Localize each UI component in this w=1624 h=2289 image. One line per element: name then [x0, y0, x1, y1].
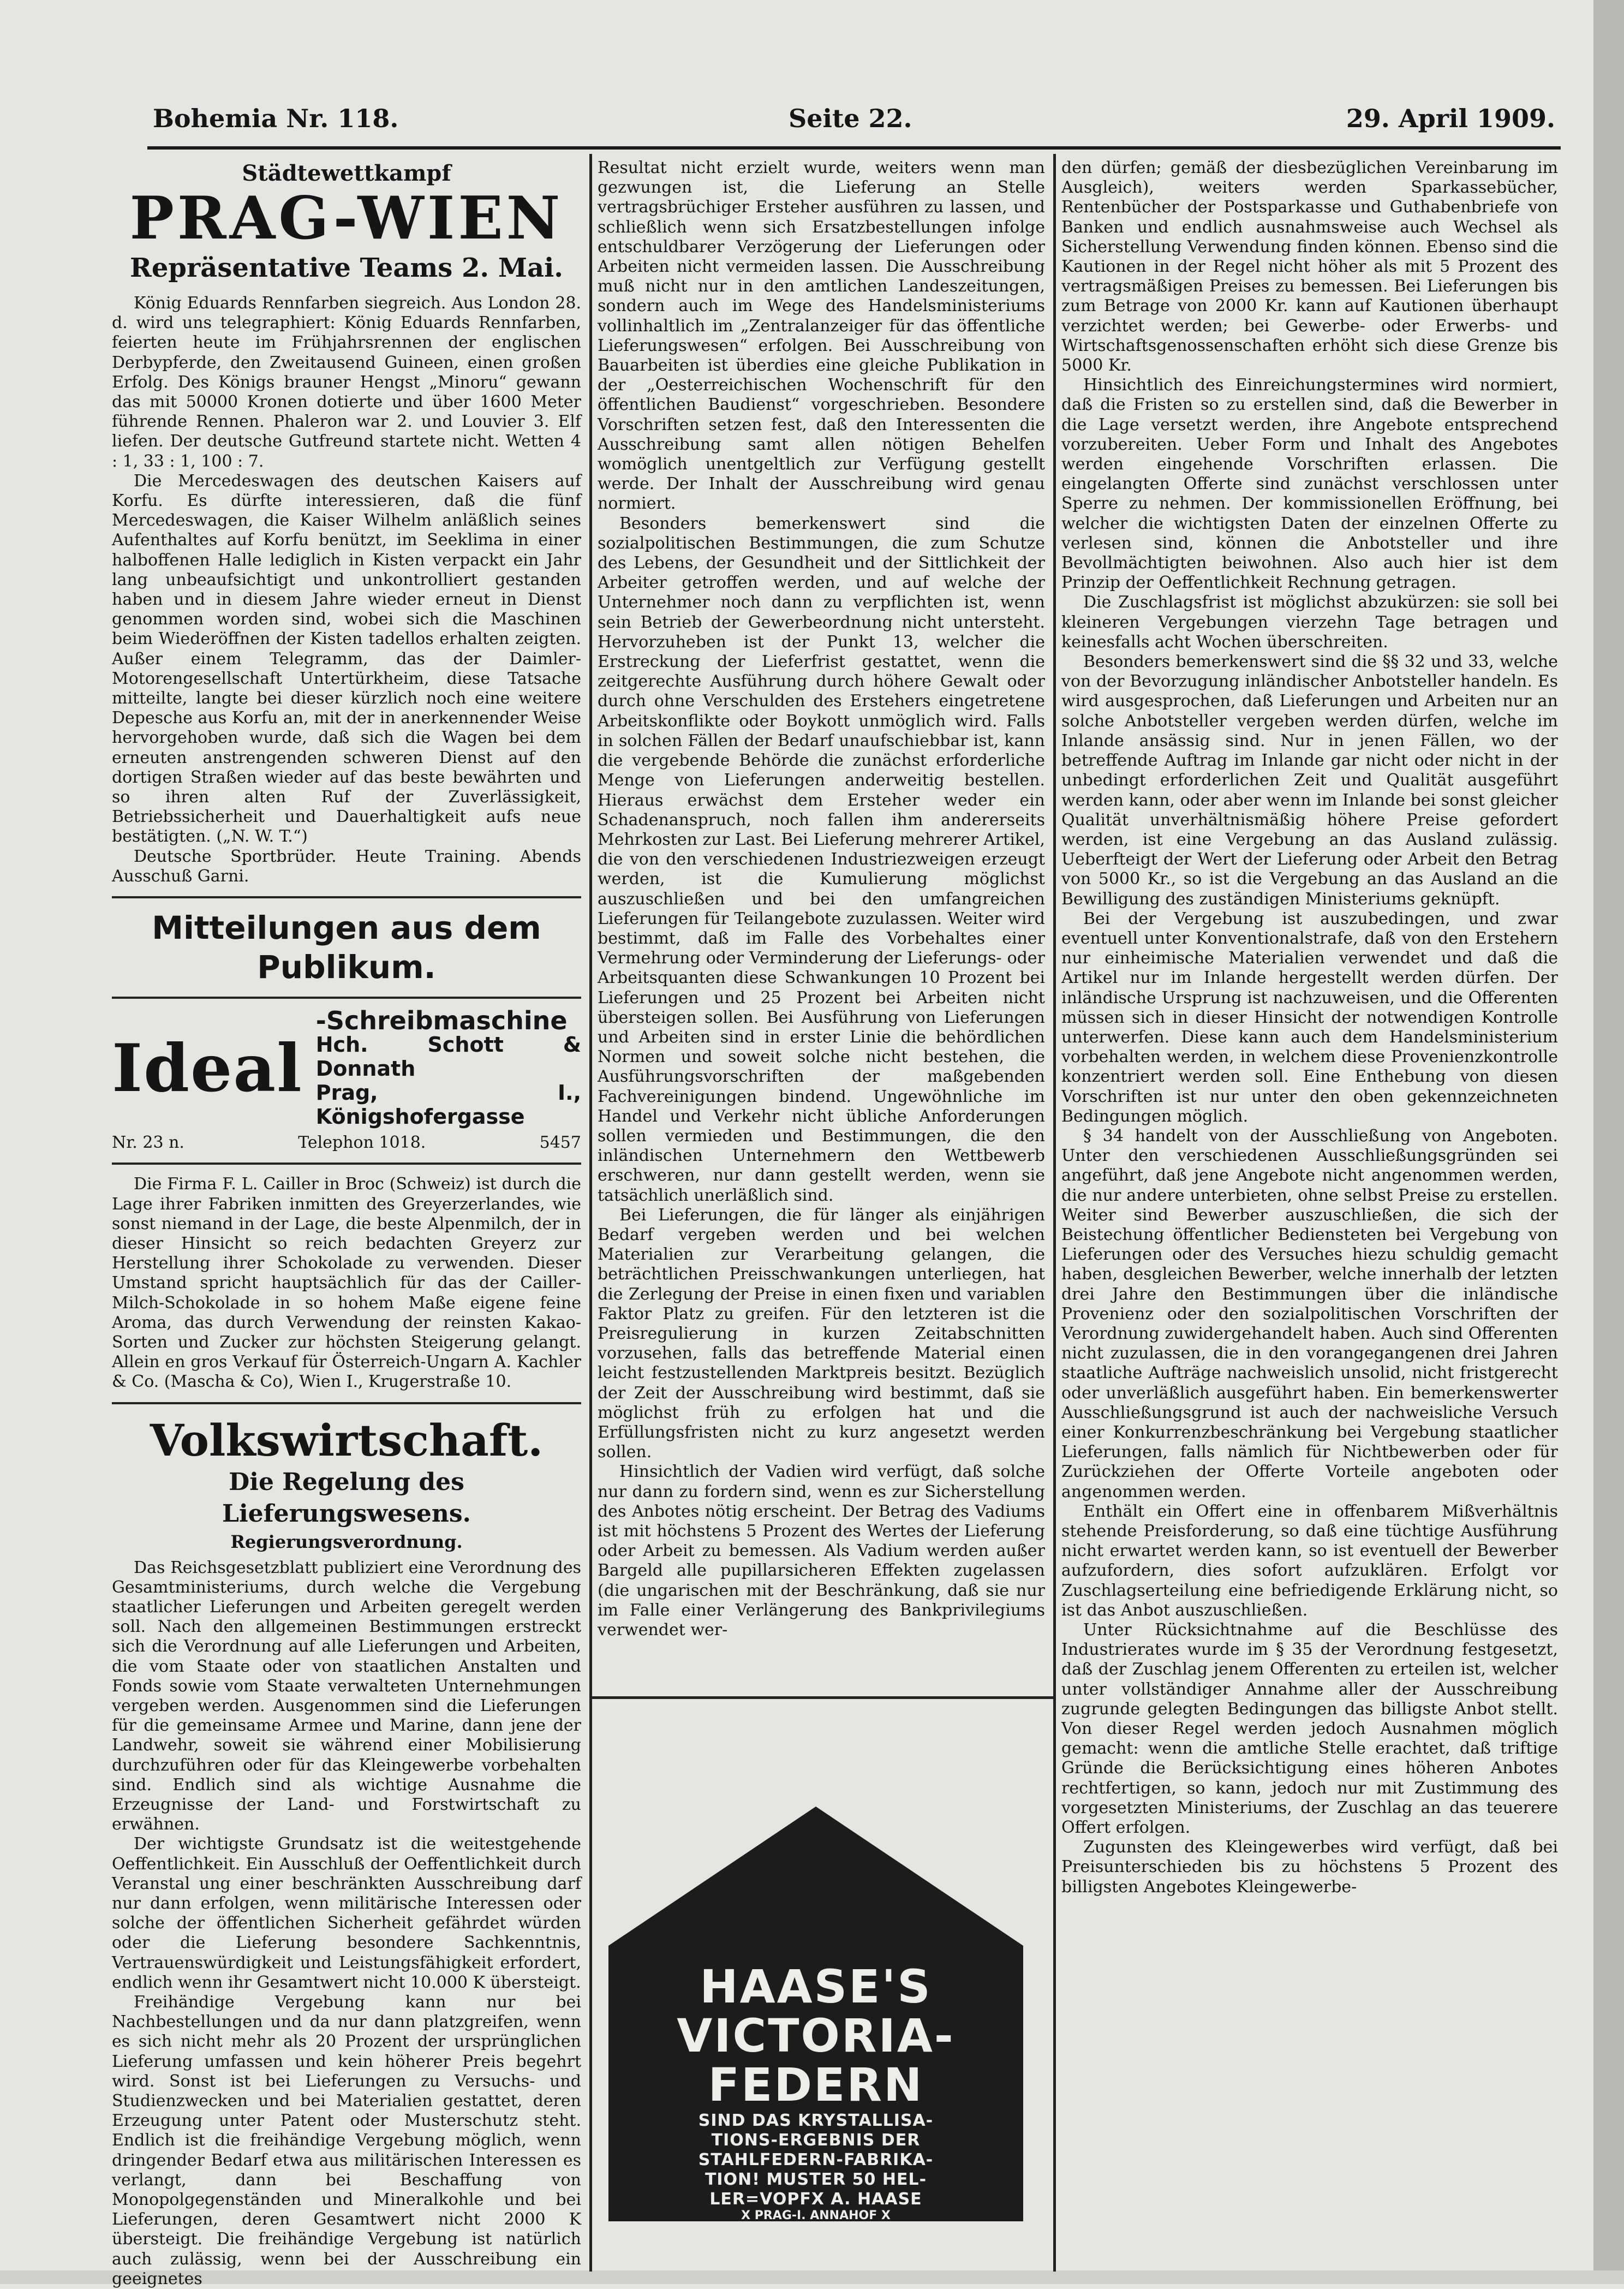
ideal-advertisement	[112, 1006, 581, 1153]
header-page-number: Seite 22.	[789, 104, 912, 133]
haase-ad-line: FEDERN	[708, 2058, 924, 2112]
ideal-phone: Telephon 1018.	[298, 1133, 426, 1153]
haase-ad-line: STAHLFEDERN-FABRIKA-	[698, 2150, 934, 2169]
ideal-number: Nr. 23 n.	[112, 1133, 184, 1153]
sport-paragraph: Die Mercedeswagen des deutschen Kaisers auf Korfu. Es dürfte interessieren, daß die fünf Mercedeswagen, die Kaiser Wilhelm anläßlich seines Aufenthaltes auf Korfu benützt, im Seeklima in einer halboffenen Halle lediglich in Kisten verpackt ein Jahr lang unbeaufsichtigt und unkontrolliert gestanden haben und in diesem Jahre wieder erneut in Dienst genommen worden sind, wobei sich die Maschinen beim Wiederöffnen der Kisten tadellos erhalten zeigten. Außer einem Telegramm, das der Daimler-Motorengesellschaft Untertürkheim, diese Tatsache mitteilte, langte bei dieser kürzlich noch eine weitere Depesche aus Korfu an, mit der in anerkennender Weise hervorgehoben wurde, daß sich die Wagen bei dem erneuten anstrengenden schweren Dienst auf den dortigen Straßen wieder auf das beste bewährten und so ihren alten Ruf der Zuverlässigkeit, Betriebssicherheit und Dauerhaltigkeit aufs neue bestätigten. („N. W. T.“)	[112, 471, 581, 847]
economy-kicker: Regierungsverordnung.	[230, 1531, 463, 1552]
column-2	[598, 158, 1045, 1692]
economy-paragraph: Freihändige Vergebung kann nur bei Nachbestellungen und da nur dann platzgreifen, wenn es sich nicht mehr als 20 Prozent der ursprünglichen Lieferung umfassen und kein höherer Preis begehrt wird. Sonst ist bei Lieferungen zu Versuchs- und Studienzwecken und bei Materialien gestattet, deren Erzeugung unter Patent oder Musterschutz steht. Endlich ist die freihändige Vergebung möglich, wenn dringender Bedarf etwa aus militärischen Interessen es verlangt, dann bei Beschaffung von Monopolgegenständen und Mineralkohle und bei Lieferungen, deren Gesamtwert nicht 2000 K übersteigt. Die freihändige Vergebung ist natürlich auch zulässig, wenn bei der Ausschreibung ein geeignetes	[112, 1993, 581, 2288]
haase-ad-line: HAASE'S	[700, 1960, 932, 2013]
haase-ad-tagline	[660, 2111, 971, 2209]
header-date: 29. April 1909.	[1346, 104, 1555, 133]
ideal-code: 5457	[539, 1133, 581, 1153]
article-paragraph: Besonders bemerkenswert sind die §§ 32 und 33, welche von der Bevorzugung inländischer Anbotsteller handeln. Es wird ausgesprochen, daß Lieferungen und Arbeiten nur an solche Anbotsteller vergeben werden dürfen, welche im Inlande ansässig sind. Nur in jenen Fällen, wo der betreffende Auftrag im Inlande gar nicht oder nicht in der unbedingt erforderlichen Zeit und Qualität ausgeführt werden kann, oder aber wenn im Inlande bei sonst gleicher Qualität unverhältnismäßig höhere Preise gefordert werden, ist eine Vergebung an das Ausland zulässig. Ueberfteigt der Wert der Lieferung oder Arbeit den Betrag von 5000 Kr., so ist die Vergebung an das Ausland an die Bewilligung des zuständigen Ministeriums geknüpft.	[1061, 652, 1558, 909]
article-paragraph: Hinsichtlich der Vadien wird verfügt, daß solche nur dann zu fordern sind, wenn es zur Sicherstellung des Anbotes nötig erscheint. Der Betrag des Vadiums ist mit höchstens 5 Prozent des Wertes der Lieferung oder Arbeit zu bemessen. Als Vadium werden außer Bargeld alle pupillarsicheren Effekten zugelassen (die ungarischen mit der Beschränkung, daß sie nur im Falle einer Verlängerung des Bankprivilegiums verwendet wer-	[598, 1462, 1045, 1640]
article-paragraph: Enthält ein Offert eine in offenbarem Mißverhältnis stehende Preisforderung, so daß eine tüchtige Ausführung nicht erwartet werden kann, so ist eventuell der Bewerber aufzufordern, dies sofort aufzuklären. Erfolgt vor Zuschlagserteilung eine befriedigende Erklärung nicht, so ist das Anbot auszuschließen.	[1061, 1501, 1558, 1620]
public-heading: Mitteilungen aus dem Publikum.	[152, 909, 541, 986]
section-divider	[112, 1163, 581, 1165]
article-paragraph: Besonders bemerkenswert sind die sozialpolitischen Bestimmungen, die zum Schutze des Lebens, der Gesundheit und der Sittlichkeit der Arbeiter getroffen werden, und auf welche der Unternehmer noch dann zu verpflichten ist, wenn sein Betrieb der Gewerbeordnung nicht untersteht. Hervorzuheben ist der Punkt 13, welcher die Erstreckung der Lieferfrist gestattet, wenn die zeitgerechte Ausführung durch höhere Gewalt oder durch ohne Verschulden des Erstehers eingetretene Arbeitskonflikte oder Boykott unmöglich wird. Falls in solchen Fällen der Bedarf unaufschiebbar ist, kann die vergebende Behörde die zunächst erforderliche Menge von Lieferungen anderweitig bestellen. Hieraus erwächst dem Ersteher weder ein Schadenanspruch, noch fallen ihm andererseits Mehrkosten zur Last. Bei Lieferung mehrerer Artikel, die von den verschiedenen Industriezweigen erzeugt werden, ist die Kumulierung möglichst auszuschließen und bei den umfangreichen Lieferungen für Teilangebote zuzulassen. Weiter wird bestimmt, daß im Falle des Vorbehaltes einer Vermehrung oder Verminderung der Lieferungs- oder Arbeitsquanten diese Schwankungen 10 Prozent bei Lieferungen und 25 Prozent bei Arbeiten nicht übersteigen sollen. Bei Ausführung von Lieferungen und Arbeiten sind in erster Linie die behördlichen Normen und soweit solche nicht bestehen, die Ausführungsvorschriften der maßgebenden Fachvereinigungen bindend. Ungewöhnliche im Handel und Verkehr nicht übliche Anforderungen sollen vermieden und Bestimmungen, die den inländischen Unternehmern den Wettbewerb erschweren, nur dann gestellt werden, wenn sie tatsächlich unerläßlich sind.	[598, 514, 1045, 1205]
article-paragraph: den dürfen; gemäß der diesbezüglichen Vereinbarung im Ausgleich), weiters werden Sparkassebücher, Rentenbücher der Postsparkasse und Guthabenbriefe von Banken und endlich ausnahmsweise auch Wechsel als Sicherstellung Verwendung finden können. Ebenso sind die Kautionen in der Regel nicht höher als mit 5 Prozent des vertragsmäßigen Preises zu bemessen. Bei Lieferungen bis zum Betrage von 2000 Kr. kann auf Kautionen überhaupt verzichtet werden; bei Gewerbe- oder Erwerbs- und Wirtschaftsgenossenschaften erhöht sich diese Grenze bis 5000 Kr.	[1061, 158, 1558, 375]
haase-ad-line: VICTORIA-	[677, 2009, 955, 2063]
article-paragraph: Zugunsten des Kleingewerbes wird verfügt, daß bei Preisunterschieden bis zu höchstens 5 Prozent des billigsten Angebotes Kleingewerbe-	[1061, 1838, 1558, 1897]
section-divider	[112, 1402, 581, 1404]
sport-paragraph: Deutsche Sportbrüder. Heute Training. Abends Ausschuß Garni.	[112, 847, 581, 886]
article-paragraph: Bei der Vergebung ist auszubedingen, und zwar eventuell unter Konventionalstrafe, daß von den Erstehern nur einheimische Materialien verwendet und daß die Artikel nur im Inlande hergestellt werden dürfen. Der inländische Ursprung ist nachzuweisen, und die Offerenten müssen sich in dieser Hinsicht der notwendigen Kontrolle unterwerfen. Diese kann auch dem Handelsministerium vorbehalten werden, in welchem diese Provenienzkontrolle konzentriert werden soll. Eine Enthebung von diesen Vorschriften ist nur unter den oben gekennzeichneten Bedingungen möglich.	[1061, 909, 1558, 1126]
article-paragraph: Hinsichtlich des Einreichungstermines wird normiert, daß die Fristen so zu erstellen sind, daß die Bewerber in die Lage versetzt werden, ihre Angebote entsprechend vorzubereiten. Ueber Form und Inhalt des Angebotes werden eingehende Vorschriften erlassen. Die eingelangten Offerte sind zunächst verschlossen unter Sperre zu nehmen. Der kommissionellen Eröffnung, bei welcher die wichtigsten Daten der einzelnen Offerte zu verlesen sind, können die Anbotsteller und ihre Bevollmächtigten beiwohnen. Also auch hier ist dem Prinzip der Oeffentlichkeit Rechnung getragen.	[1061, 375, 1558, 593]
cailler-paragraph: Die Firma F. L. Cailler in Broc (Schweiz) ist durch die Lage ihrer Fabriken inmitten des Greyerzerlandes, wie sonst niemand in der Lage, die beste Alpenmilch, der in dieser Hinsicht so reich bedachten Greyerz zur Herstellung ihrer Schokolade zu verwenden. Dieser Umstand spricht hauptsächlich für das der Cailler-Milch-Schokolade in so hohem Maße eigene feine Aroma, das durch Verwendung der reinsten Kakao-Sorten und Zucker zur höchsten Steigerung gelangt. Allein en gros Verkauf für Österreich-Ungarn A. Kachler & Co. (Mascha & Co), Wien I., Krugerstraße 10.	[112, 1175, 581, 1392]
page-header	[153, 104, 1555, 147]
column-3	[1061, 158, 1558, 2265]
column-rule-1	[589, 154, 592, 2272]
ideal-company: Hch. Schott & Donnath	[315, 1033, 581, 1081]
section-divider	[112, 896, 581, 898]
article-paragraph: Unter Rücksichtnahme auf die Beschlüsse des Industrierates wurde im § 35 der Verordnung festgesetzt, daß der Zuschlag jenem Offerenten zu erteilen ist, welcher unter vollständiger Annahme aller der Ausschreibung zugrunde gelegten Bedingungen das billigste Anbot stellt. Von dieser Regel werden jedoch Ausnahmen möglich gemacht: wenn die amtliche Stelle erachtet, daß triftige Gründe die Berücksichtigung eines höheren Anbotes rechtfertigen, so kann, jedoch nur mit Zustimmung des vorgesetzten Ministeriums, der Zuschlag an das teuerere Offert erfolgen.	[1061, 1620, 1558, 1838]
economy-paragraph: Das Reichsgesetzblatt publiziert eine Verordnung des Gesamtministeriums, durch welche die Vergebung staatlicher Lieferungen und Arbeiten geregelt werden soll. Nach den allgemeinen Bestimmungen erstreckt sich die Verordnung auf alle Lieferungen und Arbeiten, die vom Staate oder von staatlichen Anstalten und Fonds sowie vom Staate verwalteten Unternehmungen vergeben werden. Ausgenommen sind die Lieferungen für die gemeinsame Armee und Marine, dann jene der Landwehr, soweit sie während einer Mobilisierung durchzuführen oder für das Kleingewerbe vorbehalten sind. Endlich sind als wichtige Ausnahme die Erzeugnisse der Land- und Forstwirtschaft zu erwähnen.	[112, 1558, 581, 1834]
haase-ad-line: SIND DAS KRYSTALLISA-	[698, 2111, 934, 2130]
column-rule-2	[1053, 154, 1056, 2272]
haase-ad-line: TIONS-ERGEBNIS DER	[711, 2131, 921, 2150]
sport-paragraph: König Eduards Rennfarben siegreich. Aus London 28. d. wird uns telegraphiert: König Eduards Rennfarben, feierten heute im Frühjahrsrennen der englischen Derbypferde, den Zweitausend Guineen, einen großen Erfolg. Des Königs brauner Hengst „Minoru“ gewann das mit 50000 Kronen dotierte und über 1600 Meter führende Rennen. Phaleron war 2. und Louvier 3. Elf liefen. Der deutsche Gutfreund startete nicht. Wetten 4 : 1, 33 : 1, 100 : 7.	[112, 294, 581, 471]
sport-subtitle: Repräsentative Teams 2. Mai.	[129, 253, 564, 283]
economy-paragraph: Der wichtigste Grundsatz ist die weitestgehende Oeffentlichkeit. Ein Ausschluß der Oeffentlichkeit durch Veranstal ung einer beschränkten Ausschreibung darf nur dann erfolgen, wenn militärische Interessen oder solche der öffentlichen Sicherheit gefährdet würden oder die Lieferung besondere Sachkenntnis, Vertrauenswürdigkeit und Leistungsfähigkeit erfordert, endlich wenn ihr Gesamtwert nicht 10.000 K übersteigt.	[112, 1834, 581, 1992]
haase-ad-address: X PRAG-I. ANNAHOF X	[741, 2209, 891, 2222]
article-paragraph: Die Zuschlagsfrist ist möglichst abzukürzen: sie soll bei kleineren Vergebungen vierzehn Tage betragen und keinesfalls acht Wochen überschreiten.	[1061, 593, 1558, 652]
ideal-product: -Schreibmaschine	[315, 1006, 568, 1036]
page-edge-shadow	[1593, 0, 1624, 2284]
economy-section-title: Volkswirtschaft.	[150, 1414, 544, 1466]
column-1	[112, 158, 581, 2288]
haase-ad-brand	[660, 1960, 971, 2112]
haase-ad-line: LER=VOPFX A. HAASE	[709, 2190, 922, 2209]
economy-article-title: Die Regelung des Lieferungswesens.	[222, 1468, 471, 1528]
sport-title: PRAG-WIEN	[129, 184, 564, 253]
ideal-address: Prag, I., Königshofergasse	[315, 1081, 581, 1129]
section-divider	[112, 997, 581, 999]
ad-divider	[592, 1696, 1053, 1699]
article-paragraph: Resultat nicht erzielt wurde, weiters wenn man gezwungen ist, die Lieferung an Stelle vertragsbrüchiger Ersteher ausführen zu lassen, und schließlich wenn sich Ersatzbestellungen infolge entschuldbarer Verzögerung der Lieferungen oder Arbeiten nicht vermeiden lassen. Die Ausschreibung muß nicht nur in den amtlichen Landeszeitungen, sondern auch im Wege des Handelsministeriums vollinhaltlich im „Zentralanzeiger für das öffentliche Lieferungswesen“ erfolgen. Bei Ausschreibung von Bauarbeiten ist überdies eine gleiche Publikation in der „Oesterreichischen Wochenschrift für den öffentlichen Baudienst“ vorgeschrieben. Besondere Vorschriften setzen fest, daß den Interessenten die Ausschreibung samt allen nötigen Behelfen womöglich unentgeltlich zur Verfügung gestellt werde. Der Inhalt der Ausschreibung wird genau normiert.	[598, 158, 1045, 514]
haase-ad-line: TION! MUSTER 50 HEL-	[704, 2170, 927, 2189]
header-rule	[147, 146, 1561, 150]
ideal-logo: Ideal	[112, 1030, 303, 1107]
article-paragraph: § 34 handelt von der Ausschließung von Angeboten. Unter den verschiedenen Ausschließungsgründen sei angeführt, daß jene Angebote nicht angenommen werden, die nur andere unterbieten, ohne selbst Preise zu erstellen. Weiter sind Bewerber auszuschließen, die sich der Beistechung öffentlicher Bediensteten bei Vergebung von Lieferungen oder des Versuches hiezu schuldig gemacht haben, desgleichen Bewerber, welche innerhalb der letzten drei Jahre den Bestimmungen über die inländische Provenienz oder den sozialpolitischen Vorschriften der Verordnung zuwidergehandelt haben. Auch sind Offerenten nicht zuzulassen, die in den vorangegangenen drei Jahren staatliche Aufträge nachweislich unsolid, nicht fristgerecht oder unverläßlich ausgeführt haben. Ein bemerkenswerter Ausschließungsgrund ist auch der nachweisliche Versuch einer Konkurrenzbeschränkung bei Vergebung staatlicher Lieferungen, falls nämlich für Nichtbewerben oder für Zurückziehen der Offerte Vorteile angeboten oder angenommen werden.	[1061, 1126, 1558, 1501]
sport-kicker: Städtewettkampf	[242, 160, 451, 186]
header-issue: Bohemia Nr. 118.	[153, 104, 399, 133]
article-paragraph: Bei Lieferungen, die für länger als einjährigen Bedarf vergeben werden und bei welchen Materialien zur Verarbeitung gelangen, die beträchtlichen Preisschwankungen unterliegen, hat die Zerlegung der Preise in einen fixen und variablen Faktor Platz zu greifen. Für den letzteren ist die Preisregulierung in kurzen Zeitabschnitten vorzusehen, falls das betreffende Material einen leicht festzustellenden Marktpreis besitzt. Bezüglich der Zeit der Ausschreibung wird bestimmt, daß sie möglichst früh zu erfolgen hat und die Erfüllungsfristen nicht zu kurz angesetzt werden sollen.	[598, 1205, 1045, 1462]
